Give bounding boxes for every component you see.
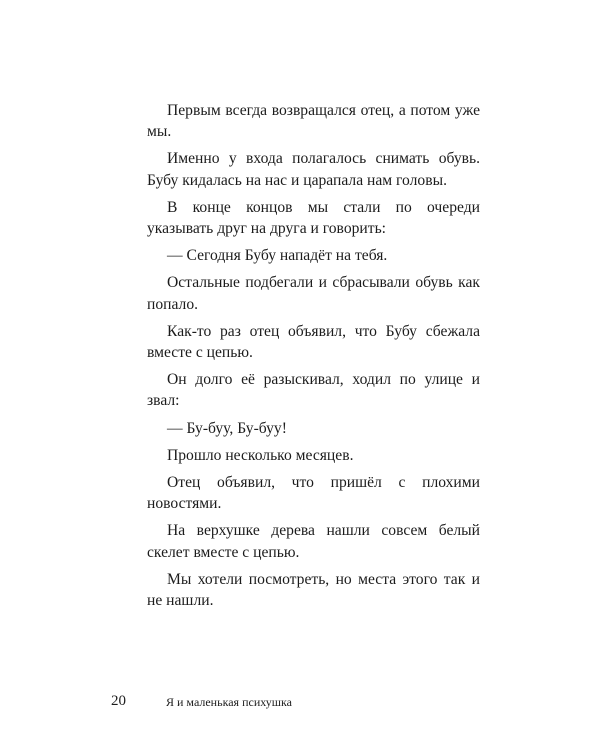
paragraph-10: Отец объявил, что пришёл с плохими новостями. [147,474,480,513]
paragraph-6: Как-то раз отец объявил, что Бубу сбежала вместе с цепью. [147,322,480,362]
paragraph-2: Именно у входа полагалось снимать обувь. Бубу кидалась на нас и царапала нам головы. [147,150,480,189]
page-number: 20 [111,693,126,709]
paragraph-12: Мы хотели посмотреть, но места этого так и не нашли. [147,570,480,610]
paragraph-8: — Бу-буу, Бу-буу! [167,419,287,437]
paragraph-7: Он долго её разыскивал, ходил по улице и звал: [147,371,480,410]
paragraph-4: — Сегодня Бубу нападёт на тебя. [167,247,388,265]
paragraph-5: Остальные подбегали и сбрасывали обувь как попало. [147,274,480,313]
text-block [147,100,480,617]
page-footer [0,693,600,717]
paragraph-1: Первым всегда возвращался отец, а потом уже мы. [147,102,480,141]
running-title: Я и маленькая психушка [166,695,292,709]
paragraph-11: На верхушке дерева нашли совсем белый скелет вместе с цепью. [147,522,480,561]
paragraph-9: Прошло несколько месяцев. [167,446,354,464]
paragraph-3: В конце концов мы стали по очереди указывать друг на друга и говорить: [147,198,480,238]
